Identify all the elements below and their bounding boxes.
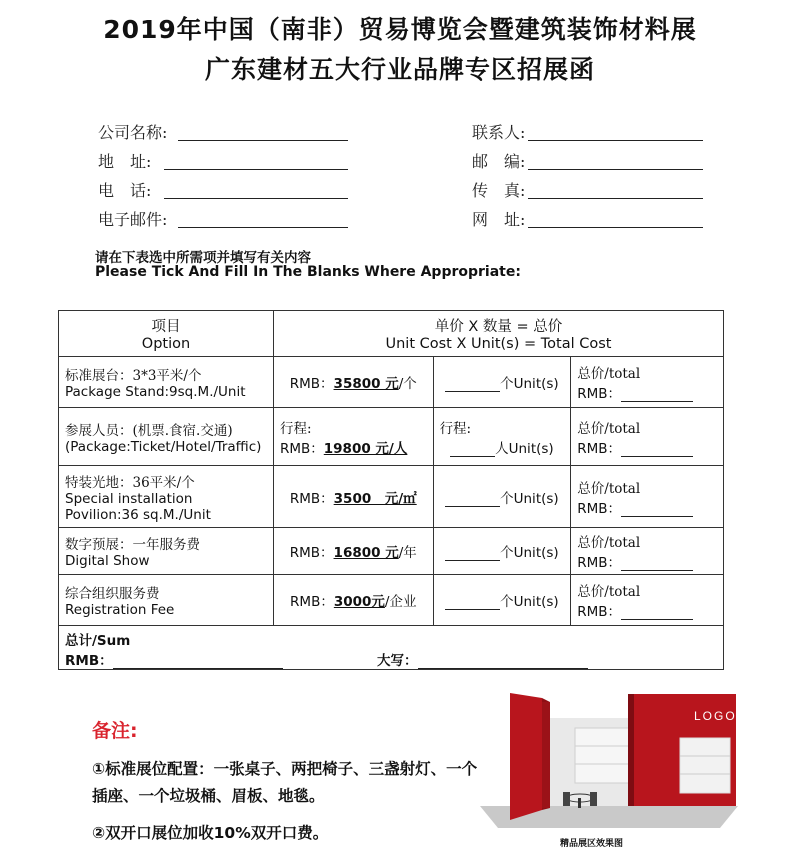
unit-cost-cell — [273, 466, 433, 528]
table-row — [59, 466, 724, 528]
sum-row — [59, 626, 724, 670]
instructions-en: Please Tick And Fill In The Blanks Where Appropriate: — [95, 264, 521, 280]
unit-price: 3500 元/㎡ — [333, 490, 417, 507]
page-subtitle: 广东建材五大行业品牌专区招展函 — [204, 55, 595, 84]
total-rmb-label: RMB： — [577, 555, 622, 571]
total-blank[interactable] — [621, 444, 693, 457]
units-label: 个Unit(s) — [500, 594, 559, 610]
website-field[interactable] — [472, 207, 525, 230]
booth-chair — [563, 792, 570, 806]
unit-cost-cell — [273, 575, 433, 626]
contact-input-line[interactable] — [528, 140, 703, 141]
option-name-en2: Povilion:36 sq.M./Unit — [65, 506, 211, 523]
cost-header-en: Unit Cost X Unit(s) = Total Cost — [385, 336, 612, 352]
notes-title: 备注: — [92, 720, 138, 742]
option-name-en: Special installation — [65, 490, 193, 507]
units-blank[interactable] — [445, 494, 500, 507]
units-blank[interactable] — [445, 548, 500, 561]
total-cell[interactable] — [571, 575, 724, 626]
option-header-en: Option — [141, 336, 191, 352]
capital-label: 大写： — [377, 652, 418, 669]
phone-input-line[interactable] — [164, 198, 348, 199]
page-title: 2019年中国（南非）贸易博览会暨建筑装饰材料展 — [103, 15, 697, 44]
fax-field[interactable] — [472, 178, 525, 201]
fax-input-line[interactable] — [528, 198, 703, 199]
option-header-cn: 项目 — [151, 319, 181, 335]
total-blank[interactable] — [621, 504, 693, 517]
table-header-row — [59, 311, 724, 357]
rmb-label: RMB： — [289, 490, 334, 507]
total-rmb-label: RMB： — [577, 440, 622, 457]
units-label: 个Unit(s) — [500, 490, 559, 507]
rmb-label: RMB： — [289, 376, 334, 392]
note-item-2: ②双开口展位加收10%双开口费。 — [92, 824, 329, 842]
phone-field[interactable] — [98, 178, 151, 201]
units-cell[interactable] — [433, 575, 571, 626]
table-row — [59, 528, 724, 575]
price-unit: /个 — [398, 376, 417, 392]
units-cell[interactable] — [433, 408, 571, 466]
row-option[interactable] — [59, 408, 274, 466]
address-field[interactable] — [98, 149, 151, 172]
units-label: 个Unit(s) — [500, 545, 559, 561]
contact-label: 联系人: — [472, 123, 526, 142]
company-label: 公司名称: — [98, 123, 168, 142]
table-row — [59, 575, 724, 626]
total-label: 总价/total — [577, 480, 641, 497]
contact-field[interactable] — [472, 120, 525, 143]
booth-chair — [590, 792, 597, 806]
row-option[interactable] — [59, 357, 274, 408]
address-label: 地 址: — [98, 152, 152, 171]
trip-label: 行程: — [279, 420, 312, 437]
total-label: 总价/total — [577, 366, 641, 382]
unit-cost-cell — [273, 408, 433, 466]
email-input-line[interactable] — [178, 227, 348, 228]
order-table — [58, 310, 724, 670]
website-input-line[interactable] — [528, 227, 703, 228]
total-cell[interactable] — [571, 408, 724, 466]
email-label: 电子邮件: — [98, 210, 168, 229]
postcode-label: 邮 编: — [472, 152, 526, 171]
total-cell[interactable] — [571, 466, 724, 528]
option-name-en: Registration Fee — [65, 602, 175, 618]
unit-price: 3000元 — [333, 594, 385, 610]
booth-rendering-image — [480, 688, 738, 828]
booth-caption: 精品展区效果图 — [560, 839, 624, 849]
total-label: 总价/total — [577, 420, 641, 437]
address-input-line[interactable] — [164, 169, 348, 170]
unit-price: 35800 元 — [333, 376, 399, 392]
unit-cost-cell — [273, 528, 433, 575]
company-input-line[interactable] — [178, 140, 348, 141]
total-rmb-label: RMB： — [577, 604, 622, 620]
capital-blank[interactable] — [418, 656, 588, 669]
total-blank[interactable] — [621, 389, 693, 402]
total-cell[interactable] — [571, 528, 724, 575]
option-name-cn: 综合组织服务费 — [65, 586, 160, 602]
option-name-en: Digital Show — [65, 553, 150, 569]
row-option[interactable] — [59, 528, 274, 575]
units-label: 个Unit(s) — [500, 376, 559, 392]
option-name-cn: 标准展台：3*3平米/个 — [65, 368, 202, 384]
table-row — [59, 408, 724, 466]
sum-label: 总计/Sum — [65, 632, 131, 649]
total-rmb-label: RMB： — [577, 386, 622, 402]
sum-blank[interactable] — [113, 656, 283, 669]
booth-logo-text: LOGO — [694, 709, 737, 723]
phone-label: 电 话: — [98, 181, 152, 200]
note-item-1: ①标准展位配置：一张桌子、两把椅子、三盏射灯、一个插座、一个垃圾桶、眉板、地毯。 — [92, 760, 478, 805]
total-blank[interactable] — [621, 558, 693, 571]
units-label: 人Unit(s) — [495, 440, 554, 457]
trip-label: 行程: — [439, 420, 472, 437]
units-cell[interactable] — [433, 528, 571, 575]
instructions-cn: 请在下表选中所需项并填写有关内容 — [95, 250, 311, 266]
email-field[interactable] — [98, 207, 167, 230]
postcode-field[interactable] — [472, 149, 525, 172]
row-option[interactable] — [59, 575, 274, 626]
rmb-label: RMB： — [290, 594, 334, 610]
website-label: 网 址: — [472, 210, 526, 229]
booth-shelf — [575, 728, 630, 783]
cost-header-cn: 单价 X 数量 = 总价 — [434, 319, 563, 335]
row-option[interactable] — [59, 466, 274, 528]
total-label: 总价/total — [577, 535, 641, 551]
cost-header — [273, 311, 723, 357]
fax-label: 传 真: — [472, 181, 526, 200]
company-field[interactable] — [98, 120, 167, 143]
units-blank[interactable] — [445, 379, 500, 392]
booth-left-wall — [510, 693, 542, 820]
units-blank[interactable] — [445, 597, 500, 610]
option-header — [59, 311, 274, 357]
sum-cell[interactable] — [59, 626, 724, 670]
rmb-label: RMB： — [289, 545, 334, 561]
unit-price: 19800 元/人 — [323, 440, 408, 457]
unit-cost-cell — [273, 357, 433, 408]
option-name-en: (Package:Ticket/Hotel/Traffic) — [65, 438, 262, 455]
option-name-cn: 参展人员：(机票.食宿.交通) — [65, 422, 233, 439]
option-name-en: Package Stand:9sq.M./Unit — [65, 384, 246, 400]
table-row — [59, 357, 724, 408]
units-blank[interactable] — [450, 444, 495, 457]
rmb-label: RMB： — [279, 440, 324, 457]
booth-display-case — [680, 738, 730, 793]
price-unit: /企业 — [384, 594, 417, 610]
total-rmb-label: RMB： — [577, 500, 622, 517]
unit-price: 16800 元 — [333, 545, 399, 561]
price-unit: /年 — [398, 545, 417, 561]
option-name-cn: 数字预展：一年服务费 — [65, 537, 200, 553]
units-cell[interactable] — [433, 466, 571, 528]
total-label: 总价/total — [577, 584, 641, 600]
total-blank[interactable] — [621, 607, 693, 620]
total-cell[interactable] — [571, 357, 724, 408]
units-cell[interactable] — [433, 357, 571, 408]
postcode-input-line[interactable] — [528, 169, 703, 170]
option-name-cn: 特装光地：36平米/个 — [65, 474, 195, 491]
sum-rmb-label: RMB： — [65, 652, 113, 669]
